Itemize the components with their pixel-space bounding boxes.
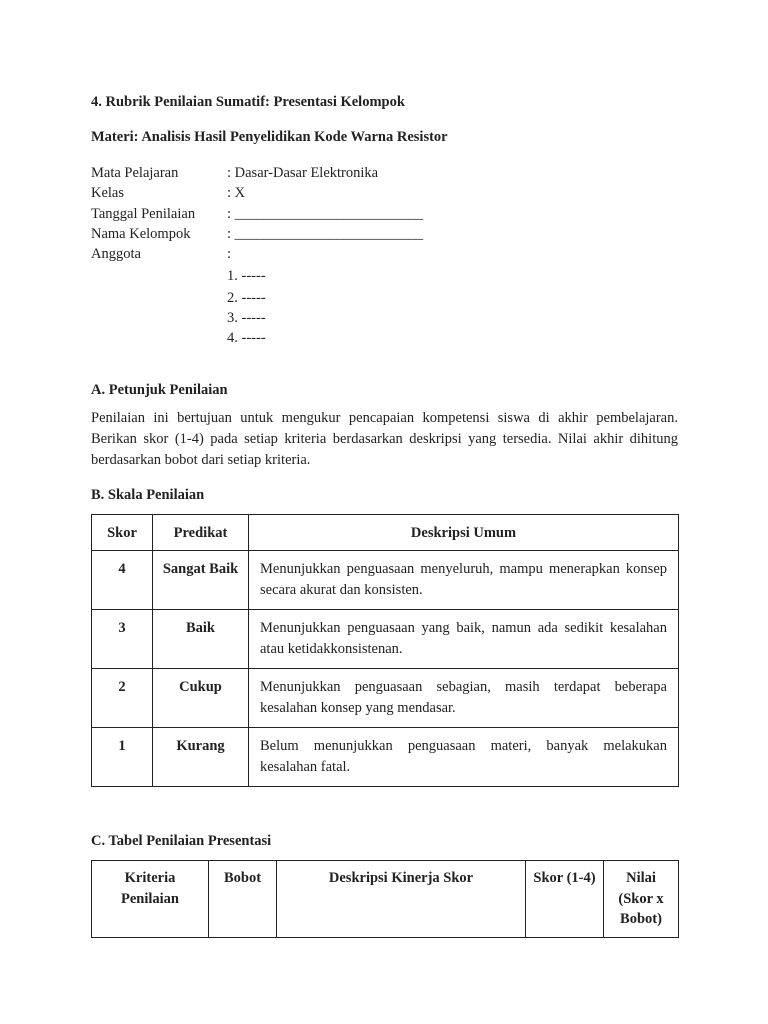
column-header: Nilai (Skor x Bobot) (604, 861, 679, 938)
predikat-cell: Cukup (153, 669, 249, 728)
materi-heading: Materi: Analisis Hasil Penyelidikan Kode Warna Resistor (91, 129, 448, 145)
table-header-row (92, 514, 679, 551)
info-row-nama-kelompok (91, 224, 678, 244)
deskripsi-cell: Menunjukkan penguasaan menyeluruh, mampu menerapkan konsep secara akurat dan konsisten. (249, 551, 679, 610)
member-list (227, 267, 678, 348)
list-item: 3. ----- (227, 310, 266, 327)
predikat-cell: Sangat Baik (153, 551, 249, 610)
deskripsi-cell: Menunjukkan penguasaan yang baik, namun ada sedikit kesalahan atau ketidakkonsistenan. (249, 610, 679, 669)
column-header: Bobot (209, 861, 277, 938)
skala-table (91, 514, 679, 788)
list-item: 4. ----- (227, 329, 266, 346)
column-header: Predikat (153, 514, 249, 551)
info-label: Kelas (91, 185, 125, 202)
column-header: Skor (92, 514, 153, 551)
presentasi-table (91, 860, 679, 938)
column-header: Kriteria Penilaian (92, 861, 209, 938)
info-value: : __________________________ (227, 205, 424, 222)
section-a-heading: A. Petunjuk Penilaian (91, 381, 228, 398)
info-label: Nama Kelompok (91, 225, 191, 242)
skor-cell: 4 (92, 551, 153, 610)
deskripsi-cell: Belum menunjukkan penguasaan materi, banyak melakukan kesalahan fatal. (249, 728, 679, 787)
table-row (92, 728, 679, 787)
info-block (91, 163, 678, 349)
info-label: Mata Pelajaran (91, 165, 179, 181)
skor-cell: 2 (92, 669, 153, 728)
table-row (92, 669, 679, 728)
predikat-cell: Kurang (153, 728, 249, 787)
info-row-mata-pelajaran (91, 163, 678, 183)
info-value: : Dasar-Dasar Elektronika (227, 165, 379, 181)
info-row-kelas (91, 183, 678, 203)
info-row-tanggal (91, 204, 678, 224)
list-item: 2. ----- (227, 290, 266, 307)
table-header-row (92, 861, 679, 938)
info-value: : __________________________ (227, 225, 424, 242)
deskripsi-cell: Menunjukkan penguasaan sebagian, masih terdapat beberapa kesalahan konsep yang mendasar. (249, 669, 679, 728)
info-value: : X (227, 185, 246, 202)
info-label: Anggota (91, 246, 141, 263)
document-title: 4. Rubrik Penilaian Sumatif: Presentasi Kelompok (91, 94, 405, 110)
info-row-anggota (91, 244, 678, 264)
list-item: 1. ----- (227, 268, 266, 285)
document-page (91, 92, 678, 938)
column-header: Deskripsi Umum (249, 514, 679, 551)
skor-cell: 1 (92, 728, 153, 787)
info-value: : (227, 246, 232, 263)
info-label: Tanggal Penilaian (91, 205, 196, 222)
table-row (92, 551, 679, 610)
column-header: Deskripsi Kinerja Skor (277, 861, 526, 938)
predikat-cell: Baik (153, 610, 249, 669)
column-header: Skor (1-4) (526, 861, 604, 938)
section-a-text: Penilaian ini bertujuan untuk mengukur pencapaian kompetensi siswa di akhir pembelajaran. Berikan skor (1-4) pada setiap kriteria berdasarkan deskripsi yang tersedia. Nilai akhir dihitung berdasarkan bobot dari setiap kriteria. (91, 409, 678, 468)
skor-cell: 3 (92, 610, 153, 669)
section-c-heading: C. Tabel Penilaian Presentasi (91, 833, 272, 850)
table-row (92, 610, 679, 669)
section-b-heading: B. Skala Penilaian (91, 486, 205, 503)
